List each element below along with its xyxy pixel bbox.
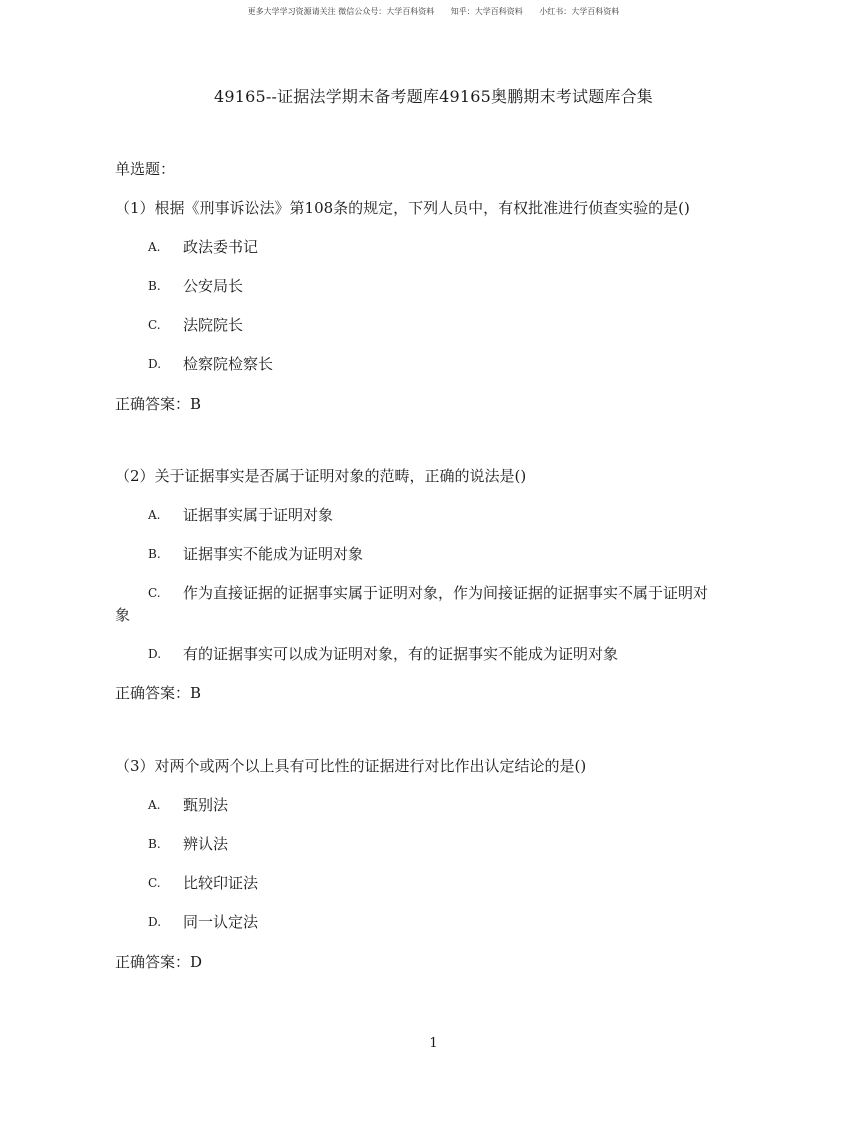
option-text: 辨认法 [183,835,229,853]
option-letter: D. [148,357,162,371]
option-letter: D. [148,647,162,661]
option-text: 公安局长 [183,277,244,295]
section-heading: 单选题： [115,160,176,178]
option-text: 检察院检察长 [183,355,274,373]
header-wechat-text: 更多大学学习资源请关注 微信公众号：大学百科资料 [247,7,435,16]
option-letter: A. [148,240,161,254]
option-text-continuation: 象 [115,606,131,624]
option-text: 比较印证法 [183,874,259,892]
page-header [0,6,867,17]
option-letter: B. [148,279,161,293]
option-text: 政法委书记 [183,238,259,256]
question-stem: （2）关于证据事实是否属于证明对象的范畴，正确的说法是() [115,467,527,485]
option-letter: A. [148,798,161,812]
document-title: 49165--证据法学期末备考题库49165奥鹏期末考试题库合集 [213,87,653,106]
option-text: 作为直接证据的证据事实属于证明对象，作为间接证据的证据事实不属于证明对 [183,584,709,602]
option-text: 证据事实属于证明对象 [183,506,334,524]
option-text: 证据事实不能成为证明对象 [183,545,364,563]
option-text: 甄别法 [183,796,229,814]
option-letter: B. [148,547,161,561]
header-zhihu-text: 知乎：大学百科资料 [450,7,523,16]
option-letter: C. [148,318,161,332]
option-letter: C. [148,876,161,890]
option-text: 有的证据事实可以成为证明对象，有的证据事实不能成为证明对象 [183,645,619,663]
correct-answer: 正确答案：B [115,395,202,413]
question-stem: （1）根据《刑事诉讼法》第108条的规定，下列人员中，有权批准进行侦查实验的是() [115,199,690,217]
header-xiaohongshu-text: 小红书：大学百科资料 [539,7,620,16]
question-stem: （3）对两个或两个以上具有可比性的证据进行对比作出认定结论的是() [115,757,587,775]
option-text: 同一认定法 [183,913,259,931]
option-letter: B. [148,837,161,851]
option-text: 法院院长 [183,316,244,334]
option-letter: D. [148,915,162,929]
correct-answer: 正确答案：D [115,953,203,971]
correct-answer: 正确答案：B [115,684,202,702]
page-number: 1 [429,1036,438,1051]
option-letter: C. [148,586,161,600]
option-letter: A. [148,508,161,522]
